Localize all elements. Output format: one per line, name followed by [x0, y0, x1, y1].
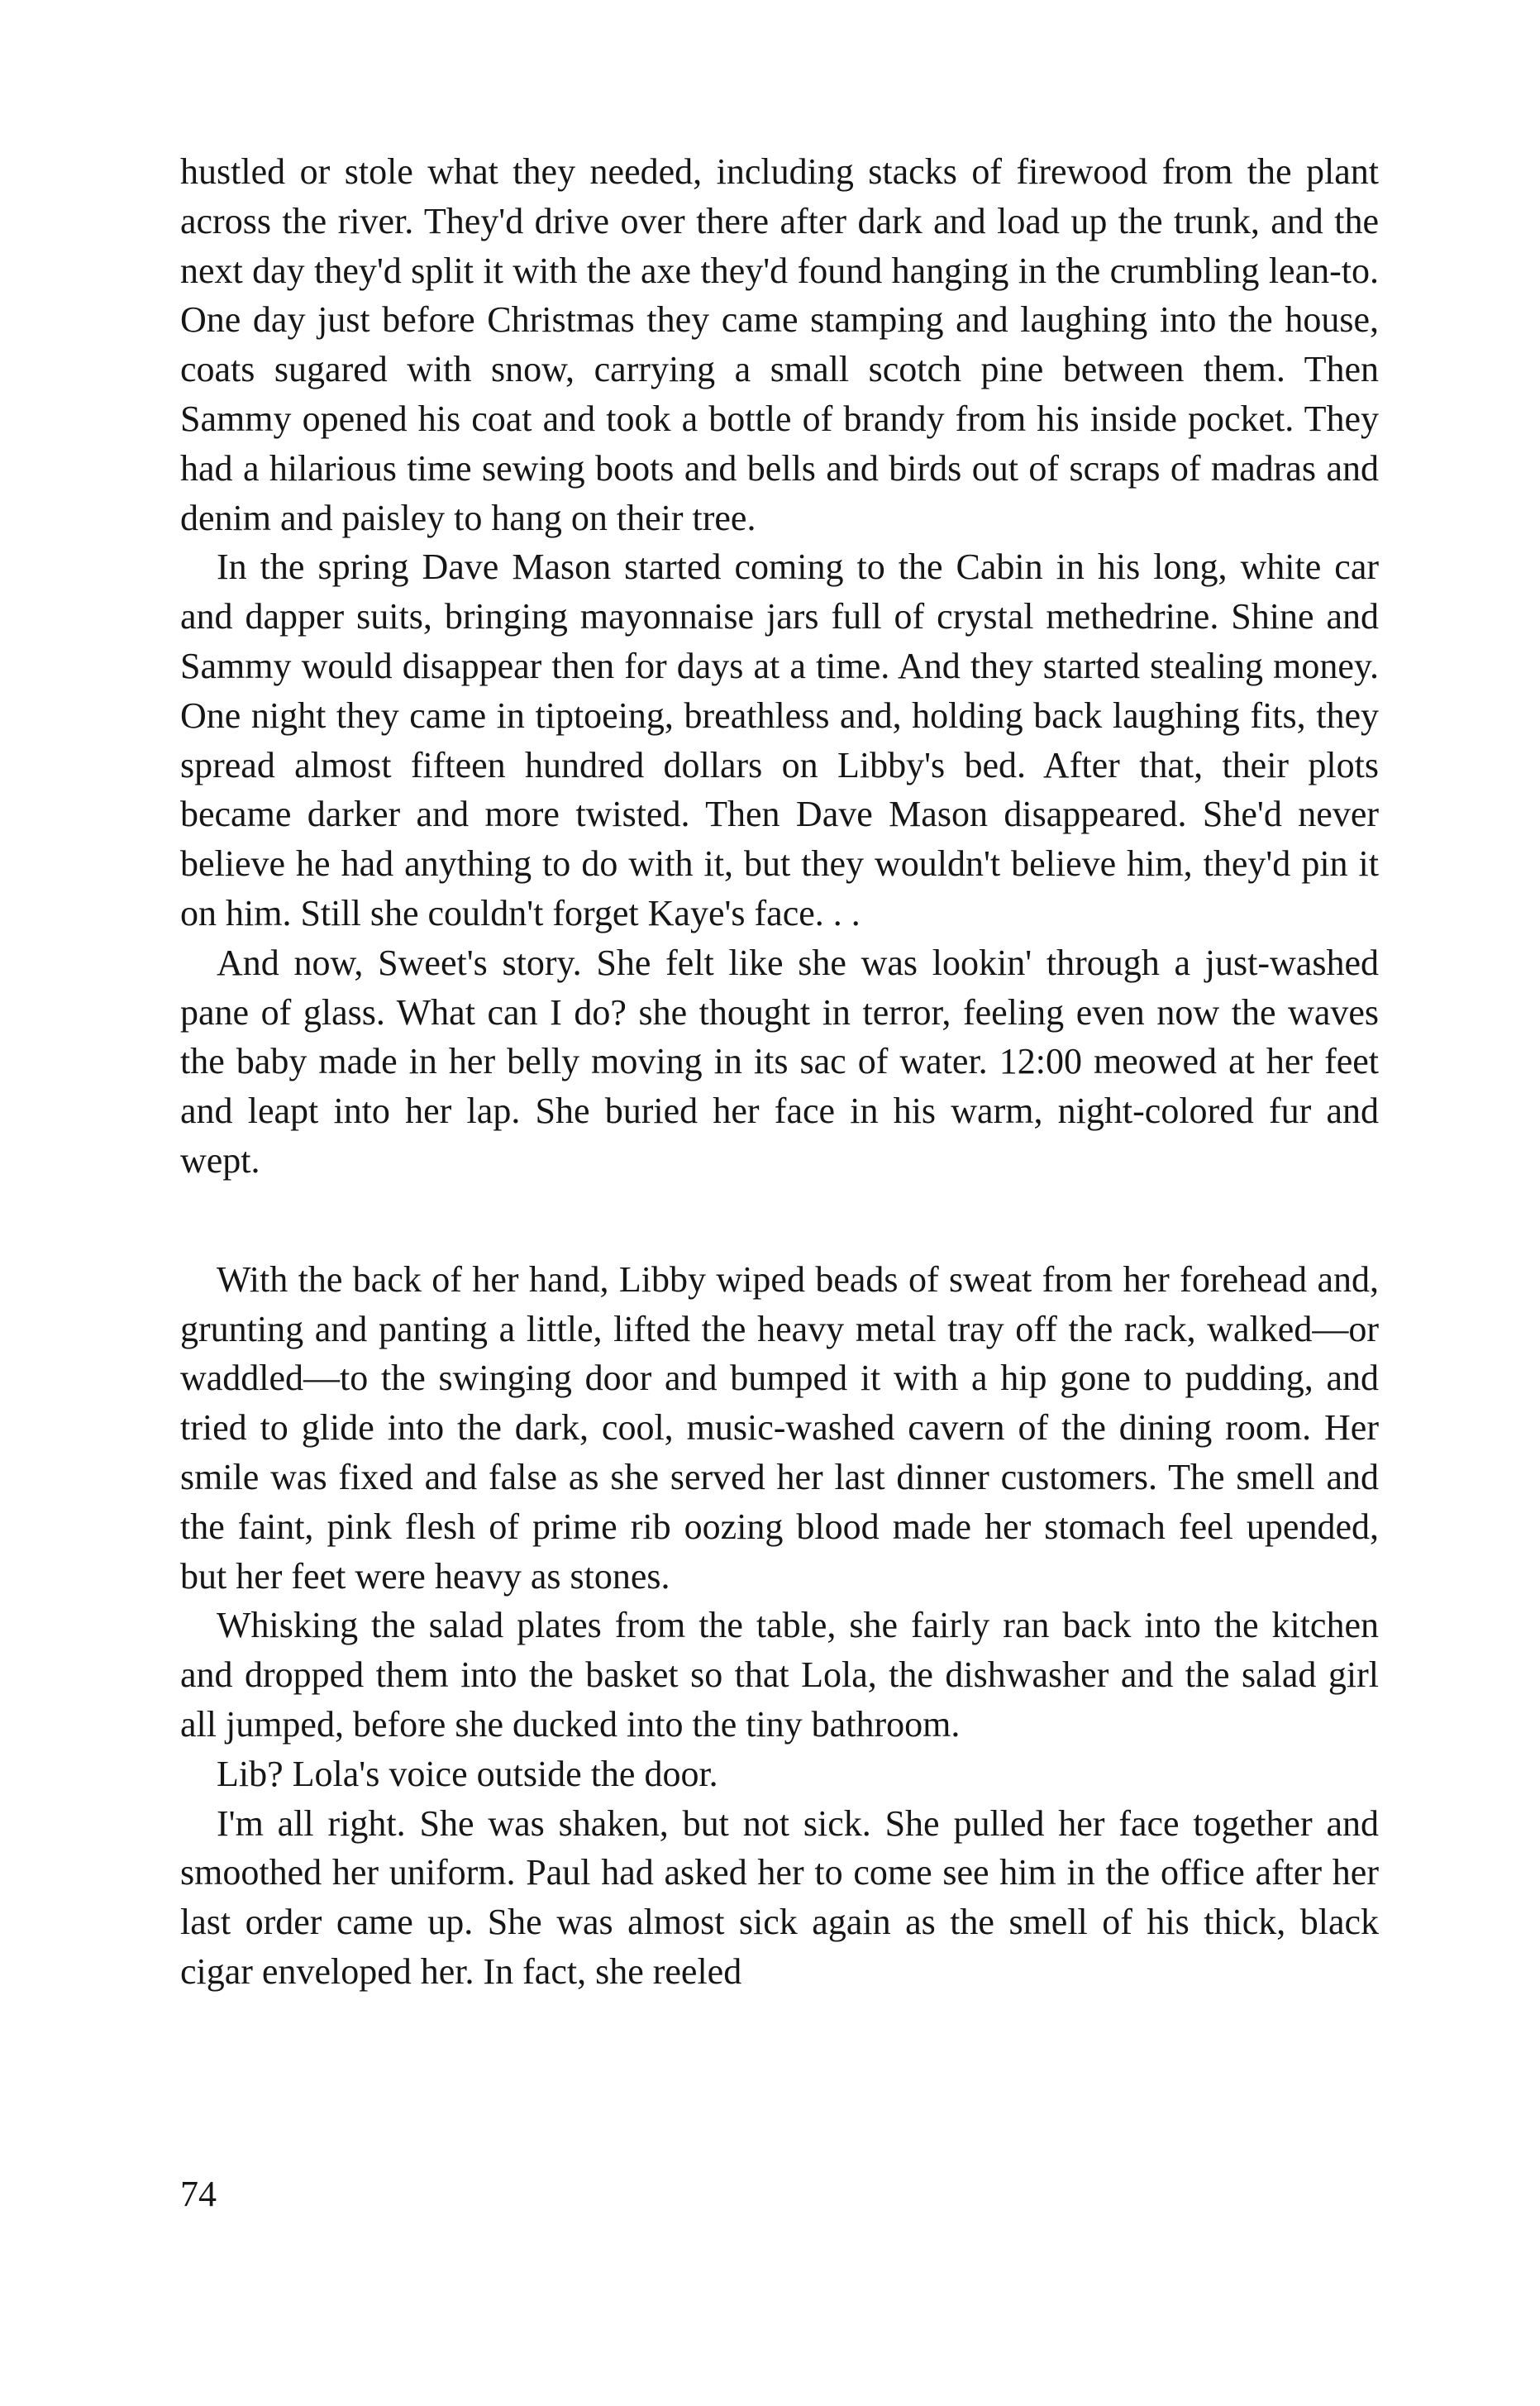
paragraph: Lib? Lola's voice outside the door.	[217, 1753, 718, 1794]
paragraph: hustled or stole what they needed, including stacks of firewood from the plant across the river. They'd drive over there after dark and load up the trunk, and the next day they'd split it with the axe they'd found hanging in the crumbling lean-to. One day just before Christmas they came stamping and laughing into the house, coats sugared with snow, carrying a small scotch pine between them. Then Sammy opened his coat and took a bottle of brandy from his inside pocket. They had a hilarious time sewing boots and bells and birds out of scraps of madras and denim and paisley to hang on their tree.	[180, 151, 1379, 538]
paragraph: I'm all right. She was shaken, but not sick. She pulled her face together and smoothed her uniform. Paul had asked her to come see him in the office after her last order came up. She was almost sick again as the smell of his thick, black cigar enveloped her. In fact, she reeled	[180, 1802, 1379, 1992]
paragraph: Whisking the salad plates from the table, she fairly ran back into the kitchen and dropped them into the basket so that Lola, the dishwasher and the salad girl all jumped, before she ducked into the tiny bathroom.	[180, 1605, 1379, 1745]
paragraph: In the spring Dave Mason started coming to the Cabin in his long, white car and dapper suits, bringing mayonnaise jars full of crystal methedrine. Shine and Sammy would disappear then for days at a time. And they started stealing money. One night they came in tiptoeing, breathless and, holding back laughing fits, they spread almost fifteen hundred dollars on Libby's bed. After that, their plots became darker and more twisted. Then Dave Mason disappeared. She'd never believe he had anything to do with it, but they wouldn't believe him, they'd pin it on him. Still she couldn't forget Kaye's face. . .	[180, 547, 1379, 933]
page-number: 74	[180, 2174, 217, 2214]
page-body	[180, 147, 1379, 1997]
paragraph: With the back of her hand, Libby wiped beads of sweat from her forehead and, grunting and panting a little, lifted the heavy metal tray off the rack, walked—or waddled—to the swinging door and bumped it with a hip gone to pudding, and tried to glide into the dark, cool, music-washed cavern of the dining room. Her smile was fixed and false as she served her last dinner customers. The smell and the faint, pink flesh of prime rib oozing blood made her stomach feel upended, but her feet were heavy as stones.	[180, 1258, 1379, 1597]
section-break	[180, 1186, 1379, 1255]
paragraph: And now, Sweet's story. She felt like she was lookin' through a just-washed pane of glass. What can I do? she thought in terror, feeling even now the waves the baby made in her belly moving in its sac of water. 12:00 meowed at her feet and leapt into her lap. She buried her face in his warm, night-colored fur and wept.	[180, 942, 1379, 1181]
